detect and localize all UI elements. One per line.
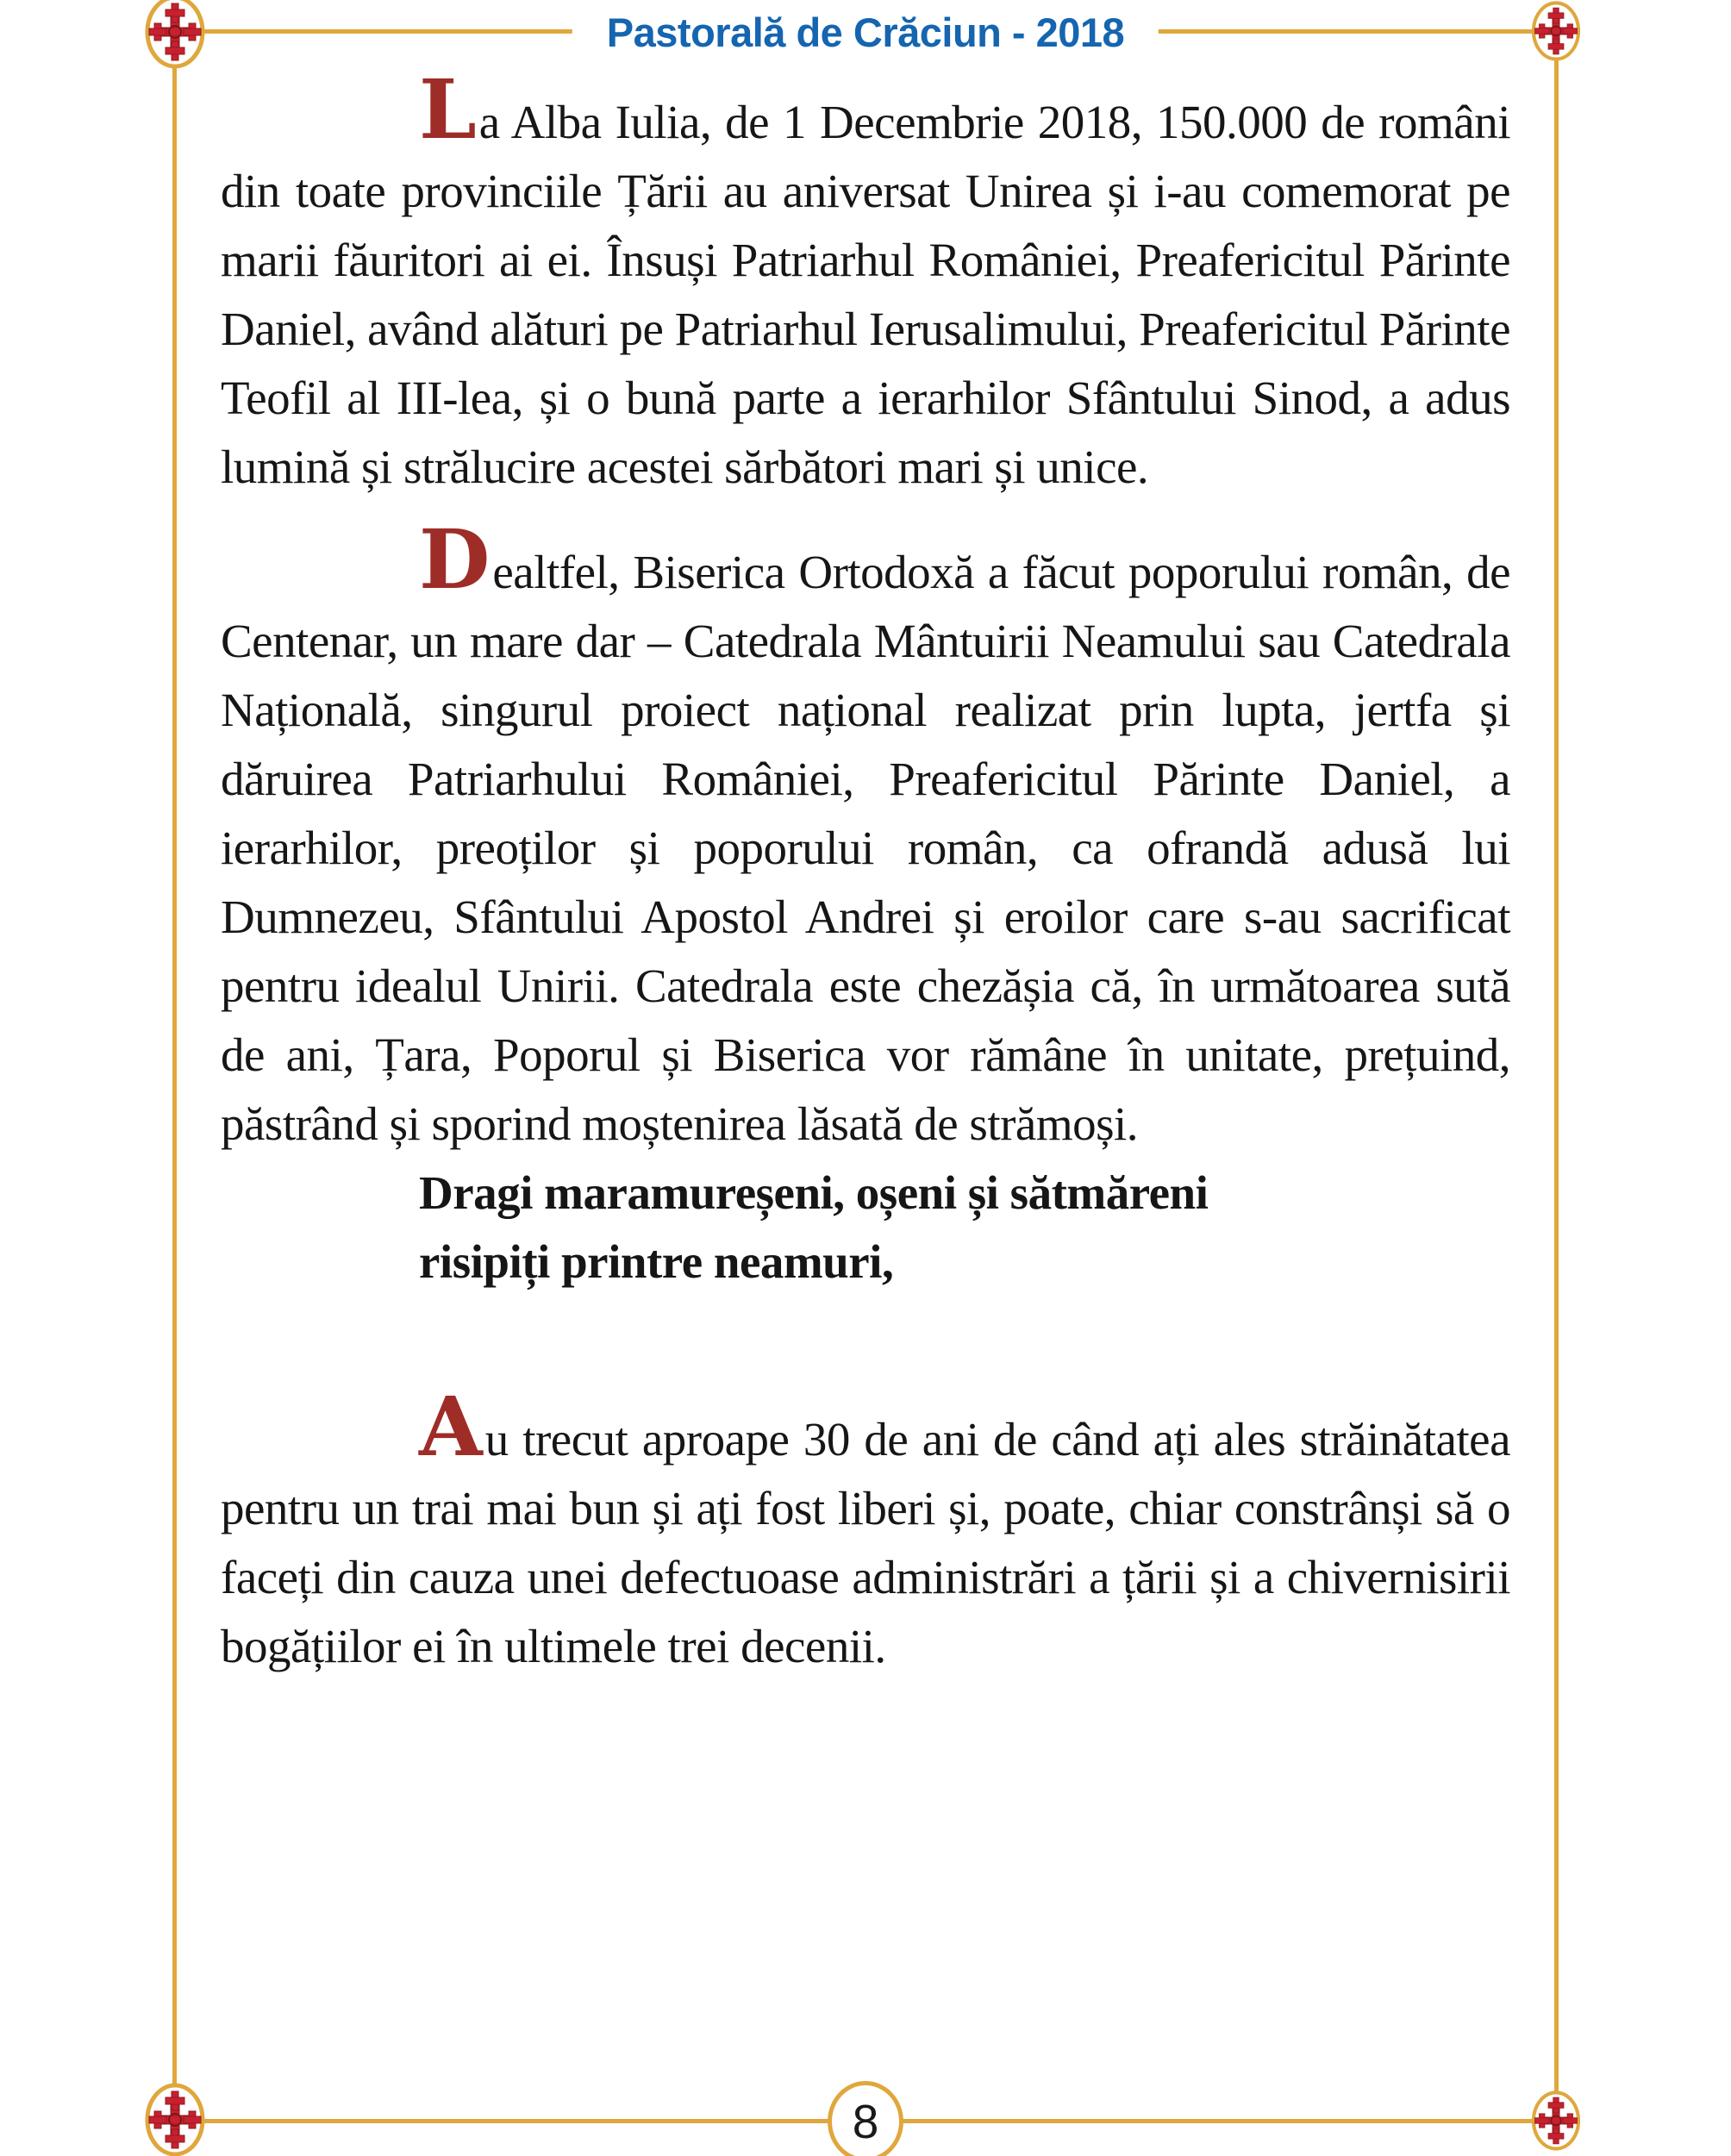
section-heading-line: Dragi maramureșeni, oșeni și sătmăreni [419, 1166, 1209, 1219]
border-left-rule [172, 29, 177, 2123]
page-header-title: Pastorală de Crăciun - 2018 [572, 5, 1159, 60]
corner-ornament-cross-icon [1526, 1, 1586, 61]
corner-ornament-cross-icon [144, 2083, 206, 2156]
page-number: 8 [852, 2095, 879, 2148]
paragraph-text: a Alba Iulia, de 1 Decembrie 2018, 150.000 de români din toate provinciile Țării au aniversat Unirea și i-au comemorat pe marii făuritori ai ei. Însuși Patriarhul României, Preafericitul Părinte Daniel, având alături pe Patriarhul Ierusalimului, Preafericitul Părinte Teofil al III-lea, și o bună parte a ierarhilor Sfântului Sinod, a adus lumină și strălucire acestei sărbători mari și unice. [221, 96, 1510, 493]
dropcap-initial: D [419, 512, 491, 608]
border-right-rule [1554, 29, 1559, 2123]
paragraph [221, 1379, 1510, 1681]
dropcap-initial: A [419, 1379, 483, 1475]
corner-ornament-cross-icon [1526, 2090, 1586, 2151]
page-number-badge [828, 2081, 903, 2156]
paragraph [221, 62, 1510, 502]
section-heading-line: risipiți printre neamuri, [419, 1235, 894, 1288]
section-heading [221, 1159, 1510, 1297]
paragraph-text: ealtfel, Biserica Ortodoxă a făcut poporului român, de Centenar, un mare dar – Catedrala Mântuirii Neamului sau Catedrala Națională, singurul proiect național realizat prin lupta, jertfa și dăruirea Patriarhului României, Preafericitul Părinte Daniel, a ierarhilor, preoților și poporului român, ca ofrandă adusă lui Dumnezeu, Sfântului Apostol Andrei și eroilor care s-au sacrificat pentru idealul Unirii. Catedrala este chezășia că, în următoarea sută de ani, Țara, Poporul și Biserica vor rămâne în unitate, prețuind, păstrând și sporind moștenirea lăsată de strămoși. [221, 546, 1510, 1150]
corner-ornament-cross-icon [144, 0, 206, 69]
dropcap-initial: L [419, 62, 477, 158]
text-content [221, 62, 1510, 1681]
paragraph-text: u trecut aproape 30 de ani de când ați ales străinătatea pentru un trai mai bun și ați fost liberi și, poate, chiar constrânși să o faceți din cauza unei defectuoase administrări a țării și a chivernisirii bogățiilor ei în ultimele trei decenii. [221, 1413, 1510, 1672]
paragraph [221, 512, 1510, 1159]
